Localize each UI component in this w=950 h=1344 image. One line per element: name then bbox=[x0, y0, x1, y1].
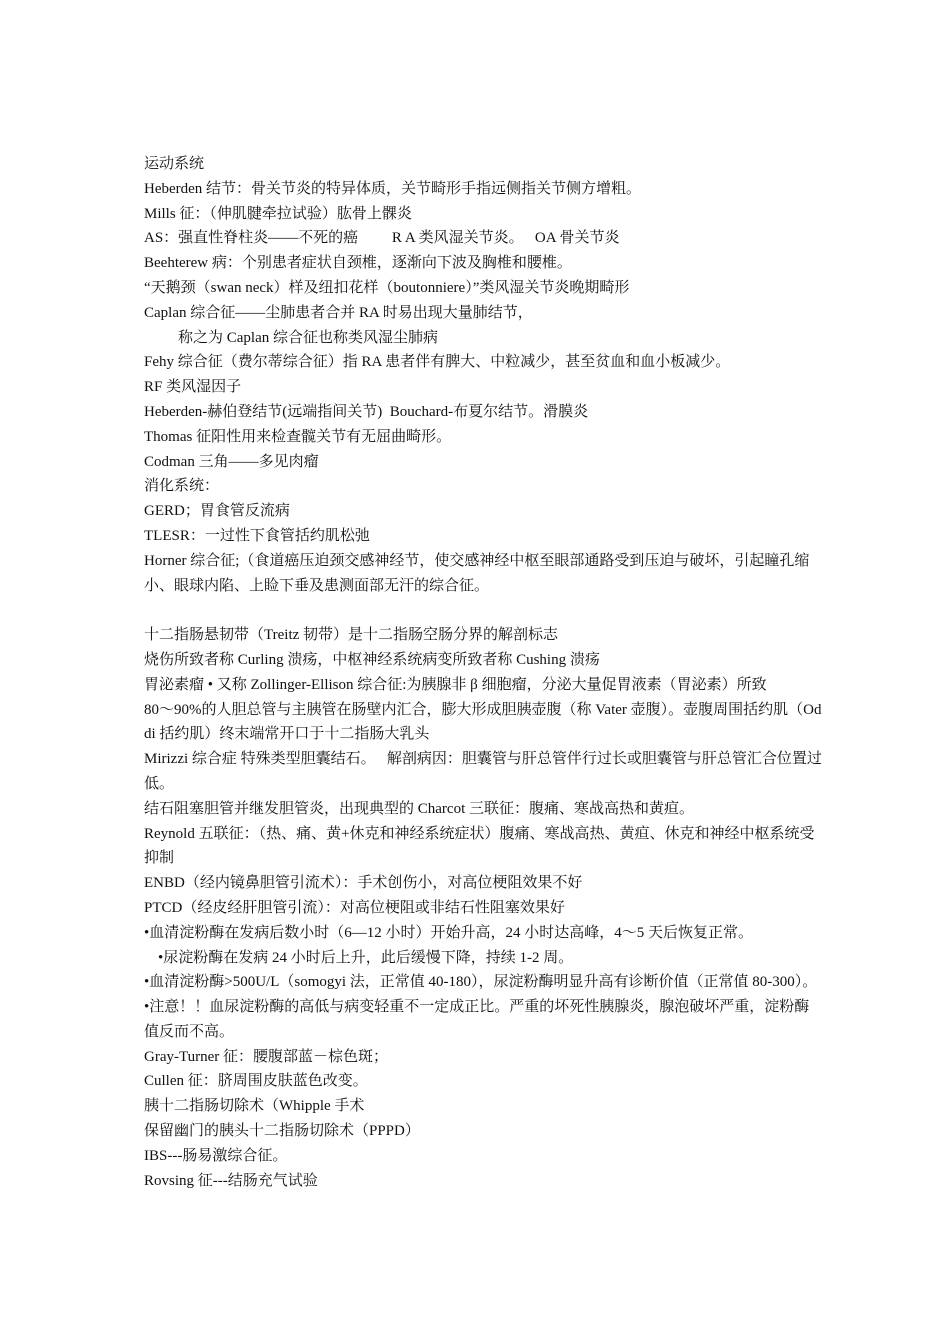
section-heading: 运动系统 bbox=[144, 156, 205, 172]
text-line: RF 类风湿因子 bbox=[144, 379, 242, 396]
bullet-line: •血清淀粉酶>500U/L（somogyi 法，正常值 40-180），尿淀粉酶明显升高有诊断价值（正常值 80-300）。 •注意！！血尿淀粉酶的高低与病变轻重不一定成正比。严重的坏死性胰腺炎，腺泡破坏严重，淀粉酶值反而不高。 bbox=[144, 974, 825, 1040]
text-line: Heberden 结节：骨关节炎的特异体质，关节畸形手指远侧指关节侧方增粗。 bbox=[144, 180, 642, 197]
text-line: 80～90%的人胆总管与主胰管在肠壁内汇合，膨大形成胆胰壶腹（称 Vater 壶腹）。壶腹周围括约肌（Oddi 括约肌）终末端常开口于十二指肠大乳头 bbox=[144, 701, 822, 743]
text-line: Heberden-赫伯登结节(远端指间关节) Bouchard-布夏尔结节。滑膜炎 bbox=[144, 403, 589, 420]
text-line: ENBD（经内镜鼻胆管引流术）：手术创伤小，对高位梗阻效果不好 bbox=[144, 875, 583, 892]
text-line: TLESR：一过性下食管括约肌松弛 bbox=[144, 527, 370, 544]
document-body bbox=[144, 152, 824, 1193]
text-line: GERD；胃食管反流病 bbox=[144, 503, 290, 520]
bullet-line: •血清淀粉酶在发病后数小时（6—12 小时）开始升高，24 小时达高峰，4～5 天后恢复正常。 bbox=[144, 924, 754, 941]
bullet-line: •尿淀粉酶在发病 24 小时后上升，此后缓慢下降，持续 1-2 周。 bbox=[158, 949, 574, 966]
text-line: PTCD（经皮经肝胆管引流）：对高位梗阻或非结石性阻塞效果好 bbox=[144, 899, 565, 916]
text-line: “天鹅颈（swan neck）样及纽扣花样（boutonniere）”类风湿关节炎晚期畸形 bbox=[144, 279, 630, 296]
text-line: Reynold 五联征：（热、痛、黄+休克和神经系统症状）腹痛、寒战高热、黄疸、休克和神经中枢系统受抑制 bbox=[144, 825, 815, 867]
text-line: 十二指肠悬韧带（Treitz 韧带）是十二指肠空肠分界的解剖标志 bbox=[144, 627, 559, 644]
blank-line bbox=[144, 598, 824, 623]
text-line: IBS---肠易激综合征。 bbox=[144, 1147, 288, 1164]
text-line: Fehy 综合征（费尔蒂综合征）指 RA 患者伴有脾大、中粒减少，甚至贫血和血小板减少。 bbox=[144, 354, 731, 371]
text-line: Codman 三角——多见肉瘤 bbox=[144, 453, 319, 470]
text-line: Horner 综合征;（食道癌压迫颈交感神经节，使交感神经中枢至眼部通路受到压迫与破坏，引起瞳孔缩小、眼球内陷、上睑下垂及患测面部无汗的综合征。 bbox=[144, 552, 810, 594]
text-line: Gray-Turner 征：腰腹部蓝－棕色斑； bbox=[144, 1048, 389, 1065]
text-line: Thomas 征阳性用来检查髋关节有无屈曲畸形。 bbox=[144, 428, 452, 445]
text-line: 烧伤所致者称 Curling 溃疡，中枢神经系统病变所致者称 Cushing 溃疡 bbox=[144, 651, 600, 668]
text-line: Rovsing 征---结肠充气试验 bbox=[144, 1172, 318, 1189]
text-line: Mills 征：（伸肌腱牵拉试验）肱骨上髁炎 bbox=[144, 205, 412, 222]
text-line: 胰十二指肠切除术（Whipple 手术 bbox=[144, 1098, 365, 1115]
text-line: Beehterew 病：个别患者症状自颈椎，逐渐向下波及胸椎和腰椎。 bbox=[144, 255, 572, 272]
text-line: 称之为 Caplan 综合征也称类风湿尘肺病 bbox=[178, 329, 438, 346]
text-line: AS：强直性脊柱炎——不死的癌 R A 类风湿关节炎。 OA 骨关节炎 bbox=[144, 230, 620, 247]
section-heading: 消化系统： bbox=[144, 478, 220, 495]
text-line: 胃泌素瘤 • 又称 Zollinger-Ellison 综合征:为胰腺非 β 细胞瘤，分泌大量促胃液素（胃泌素）所致 bbox=[144, 676, 767, 693]
text-line: Caplan 综合征——尘肺患者合并 RA 时易出现大量肺结节， bbox=[144, 304, 533, 321]
text-line: 保留幽门的胰头十二指肠切除术（PPPD） bbox=[144, 1123, 420, 1140]
text-line: 结石阻塞胆管并继发胆管炎，出现典型的 Charcot 三联征：腹痛、寒战高热和黄疸。 bbox=[144, 800, 694, 817]
text-line: Cullen 征：脐周围皮肤蓝色改变。 bbox=[144, 1073, 368, 1090]
text-line: Mirizzi 综合症 特殊类型胆囊结石。 解剖病因：胆囊管与肝总管伴行过长或胆囊管与肝总管汇合位置过低。 bbox=[144, 751, 822, 792]
